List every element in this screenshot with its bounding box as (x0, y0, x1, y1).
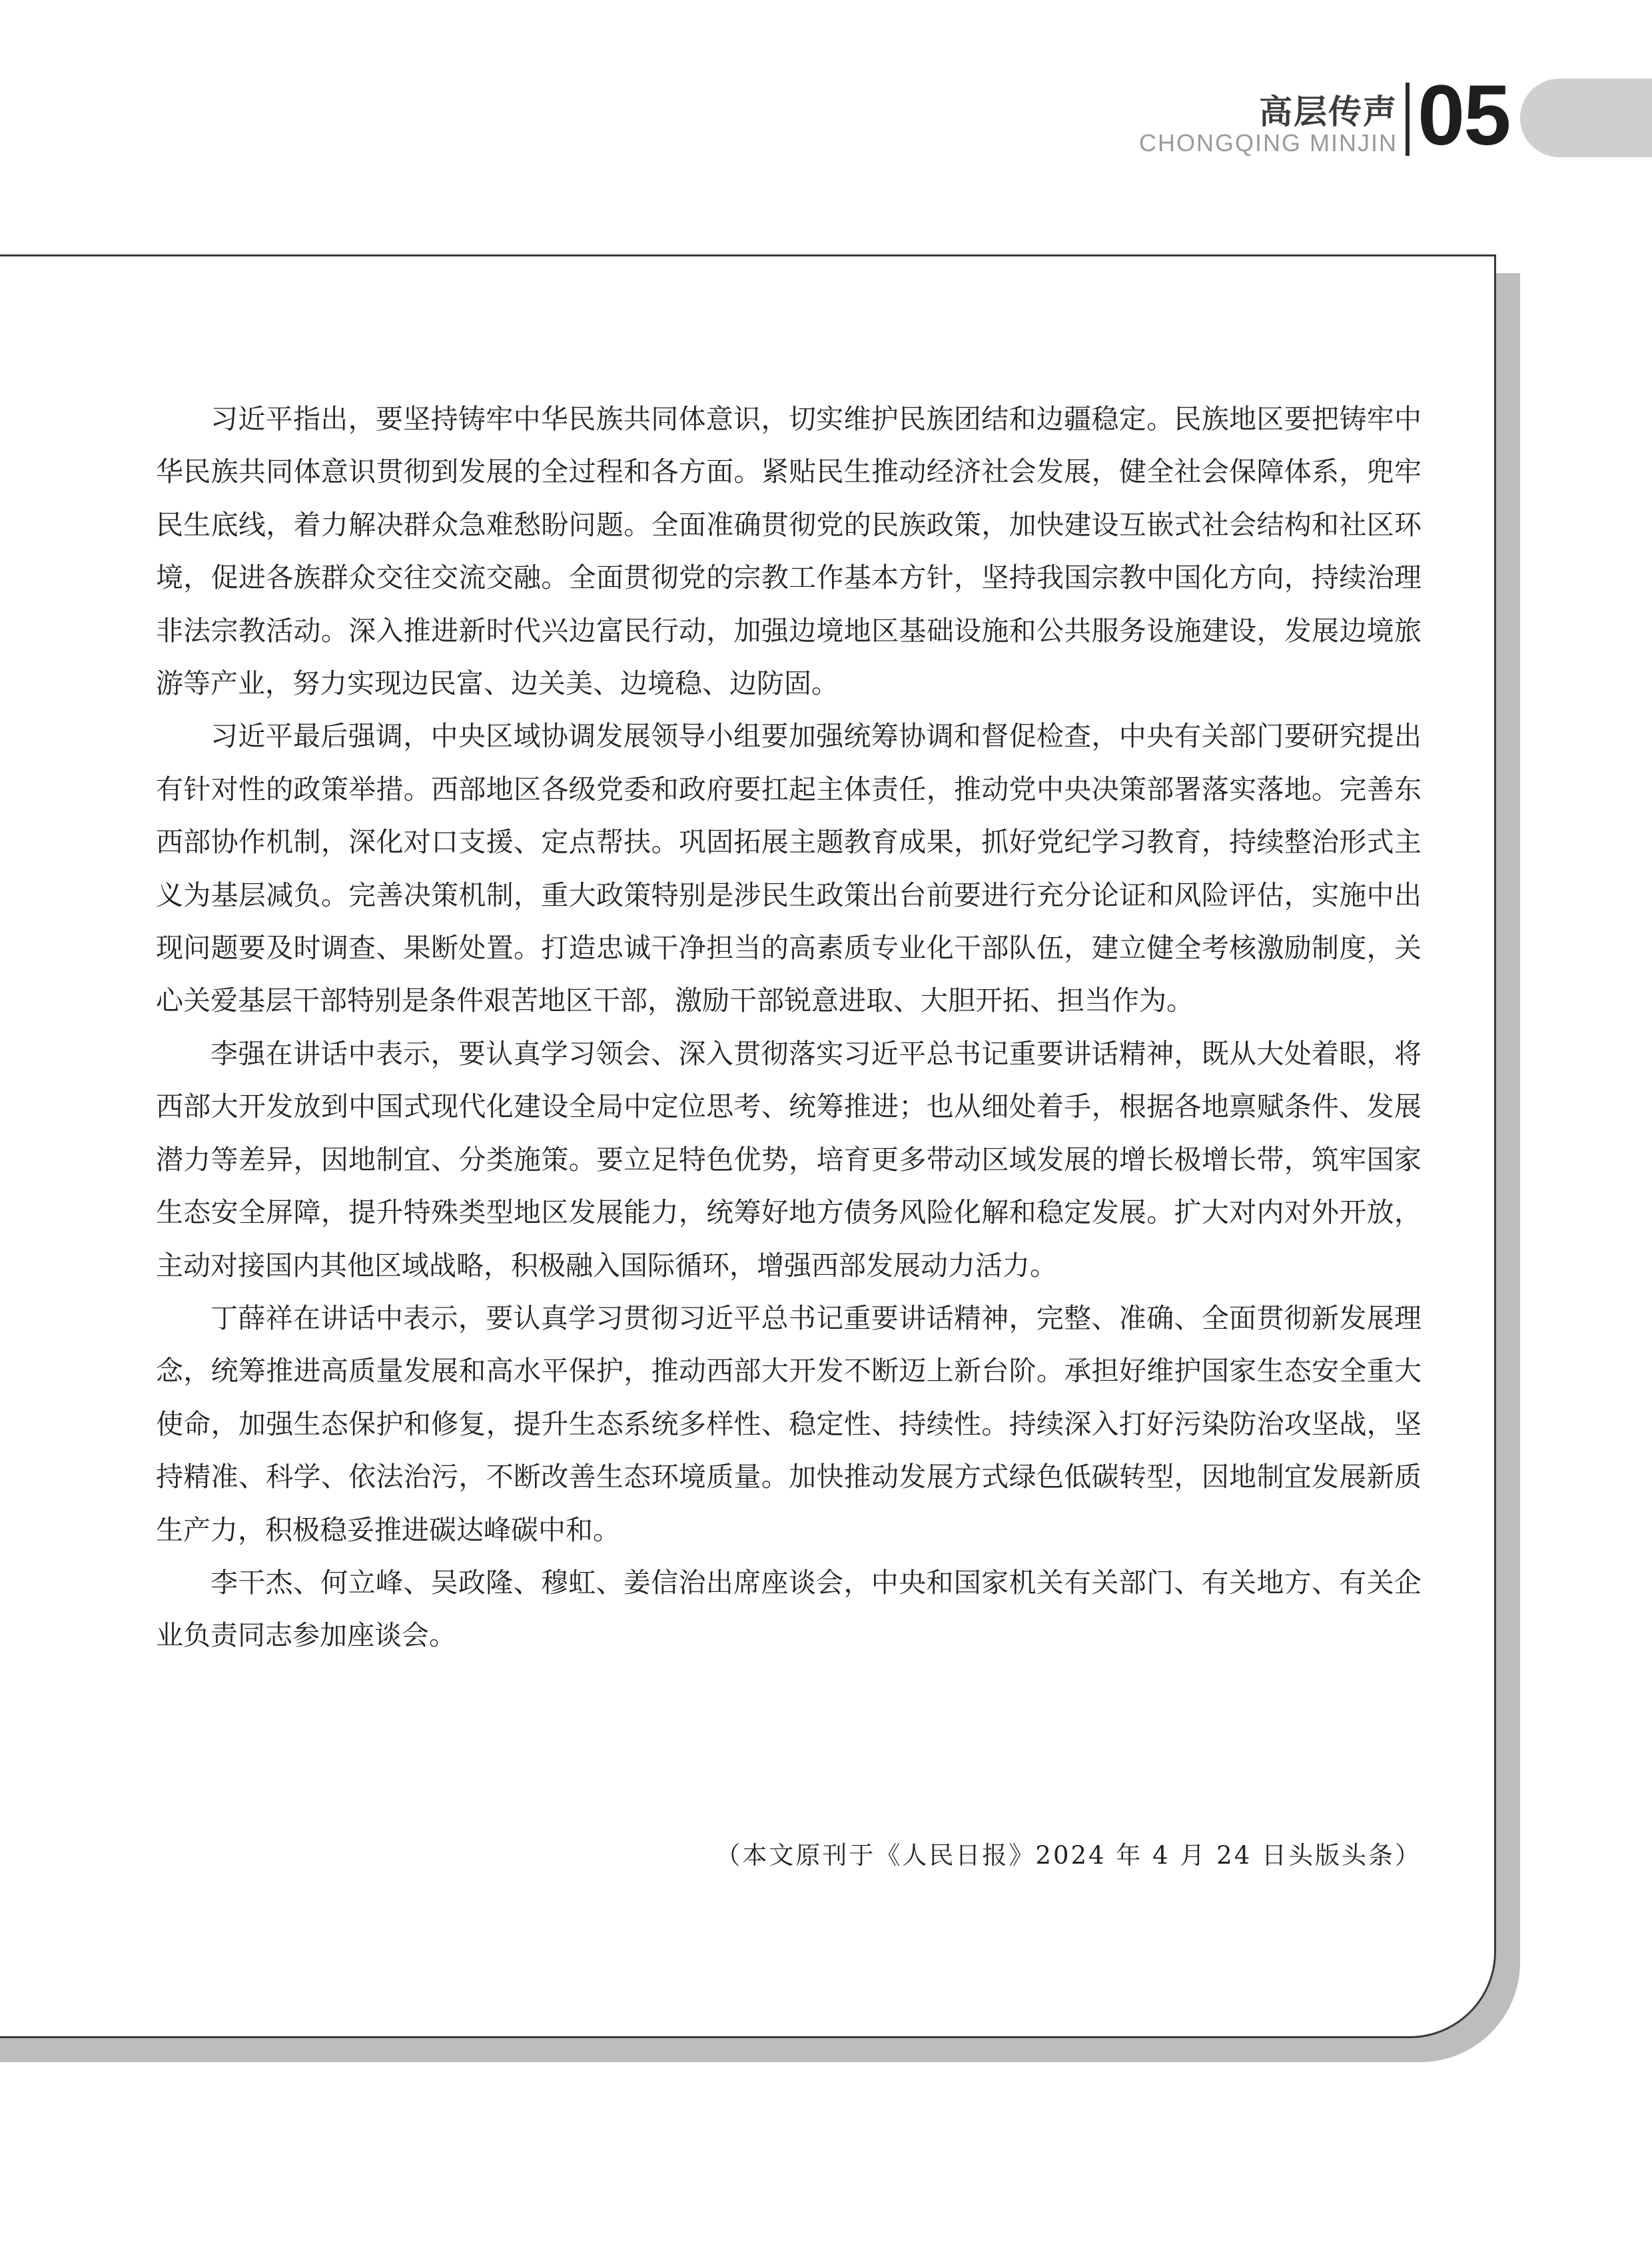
header-divider (1406, 83, 1410, 156)
section-title: 高层传声 (1259, 93, 1398, 131)
article-body (156, 393, 1422, 1663)
magazine-name: CHONGQING MINJIN (1139, 129, 1398, 157)
paragraph: 李强在讲话中表示，要认真学习领会、深入贯彻落实习近平总书记重要讲话精神，既从大处着眼，将西部大开发放到中国式现代化建设全局中定位思考、统筹推进；也从细处着手，根据各地禀赋条件、发展潜力等差异，因地制宜、分类施策。要立足特色优势，培育更多带动区域发展的增长极增长带，筑牢国家生态安全屏障，提升特殊类型地区发展能力，统筹好地方债务风险化解和稳定发展。扩大对内对外开放，主动对接国内其他区域战略，积极融入国际循环，增强西部发展动力活力。 (156, 1037, 1422, 1282)
paragraph: 李干杰、何立峰、吴政隆、穆虹、姜信治出席座谈会，中央和国家机关有关部门、有关地方、有关企业负责同志参加座谈会。 (156, 1566, 1422, 1652)
paragraph: 习近平指出，要坚持铸牢中华民族共同体意识，切实维护民族团结和边疆稳定。民族地区要把铸牢中华民族共同体意识贯彻到发展的全过程和各方面。紧贴民生推动经济社会发展，健全社会保障体系，兜牢民生底线，着力解决群众急难愁盼问题。全面准确贯彻党的民族政策，加快建设互嵌式社会结构和社区环境，促进各族群众交往交流交融。全面贯彻党的宗教工作基本方针，坚持我国宗教中国化方向，持续治理非法宗教活动。深入推进新时代兴边富民行动，加强边境地区基础设施和公共服务设施建设，发展边境旅游等产业，努力实现边民富、边关美、边境稳、边防固。 (156, 403, 1422, 700)
page-number: 05 (1418, 68, 1510, 163)
paragraph: 丁薛祥在讲话中表示，要认真学习贯彻习近平总书记重要讲话精神，完整、准确、全面贯彻新发展理念，统筹推进高质量发展和高水平保护，推动西部大开发不断迈上新台阶。承担好维护国家生态安全重大使命，加强生态保护和修复，提升生态系统多样性、稳定性、持续性。持续深入打好污染防治攻坚战，坚持精准、科学、依法治污，不断改善生态环境质量。加快推动发展方式绿色低碳转型，因地制宜发展新质生产力，积极稳妥推进碳达峰碳中和。 (156, 1302, 1422, 1546)
source-note: （本文原刊于《人民日报》2024 年 4 月 24 日头版头条） (715, 1841, 1422, 1870)
paragraph: 习近平最后强调，中央区域协调发展领导小组要加强统筹协调和督促检查，中央有关部门要研究提出有针对性的政策举措。西部地区各级党委和政府要扛起主体责任，推动党中央决策部署落实落地。完善东西部协作机制，深化对口支援、定点帮扶。巩固拓展主题教育成果，抓好党纪学习教育，持续整治形式主义为基层减负。完善决策机制，重大政策特别是涉民生政策出台前要进行充分论证和风险评估，实施中出现问题要及时调查、果断处置。打造忠诚干净担当的高素质专业化干部队伍，建立健全考核激励制度，关心关爱基层干部特别是条件艰苦地区干部，激励干部锐意进取、大胆开拓、担当作为。 (156, 720, 1422, 1017)
page-tab-decoration (1520, 79, 1652, 157)
